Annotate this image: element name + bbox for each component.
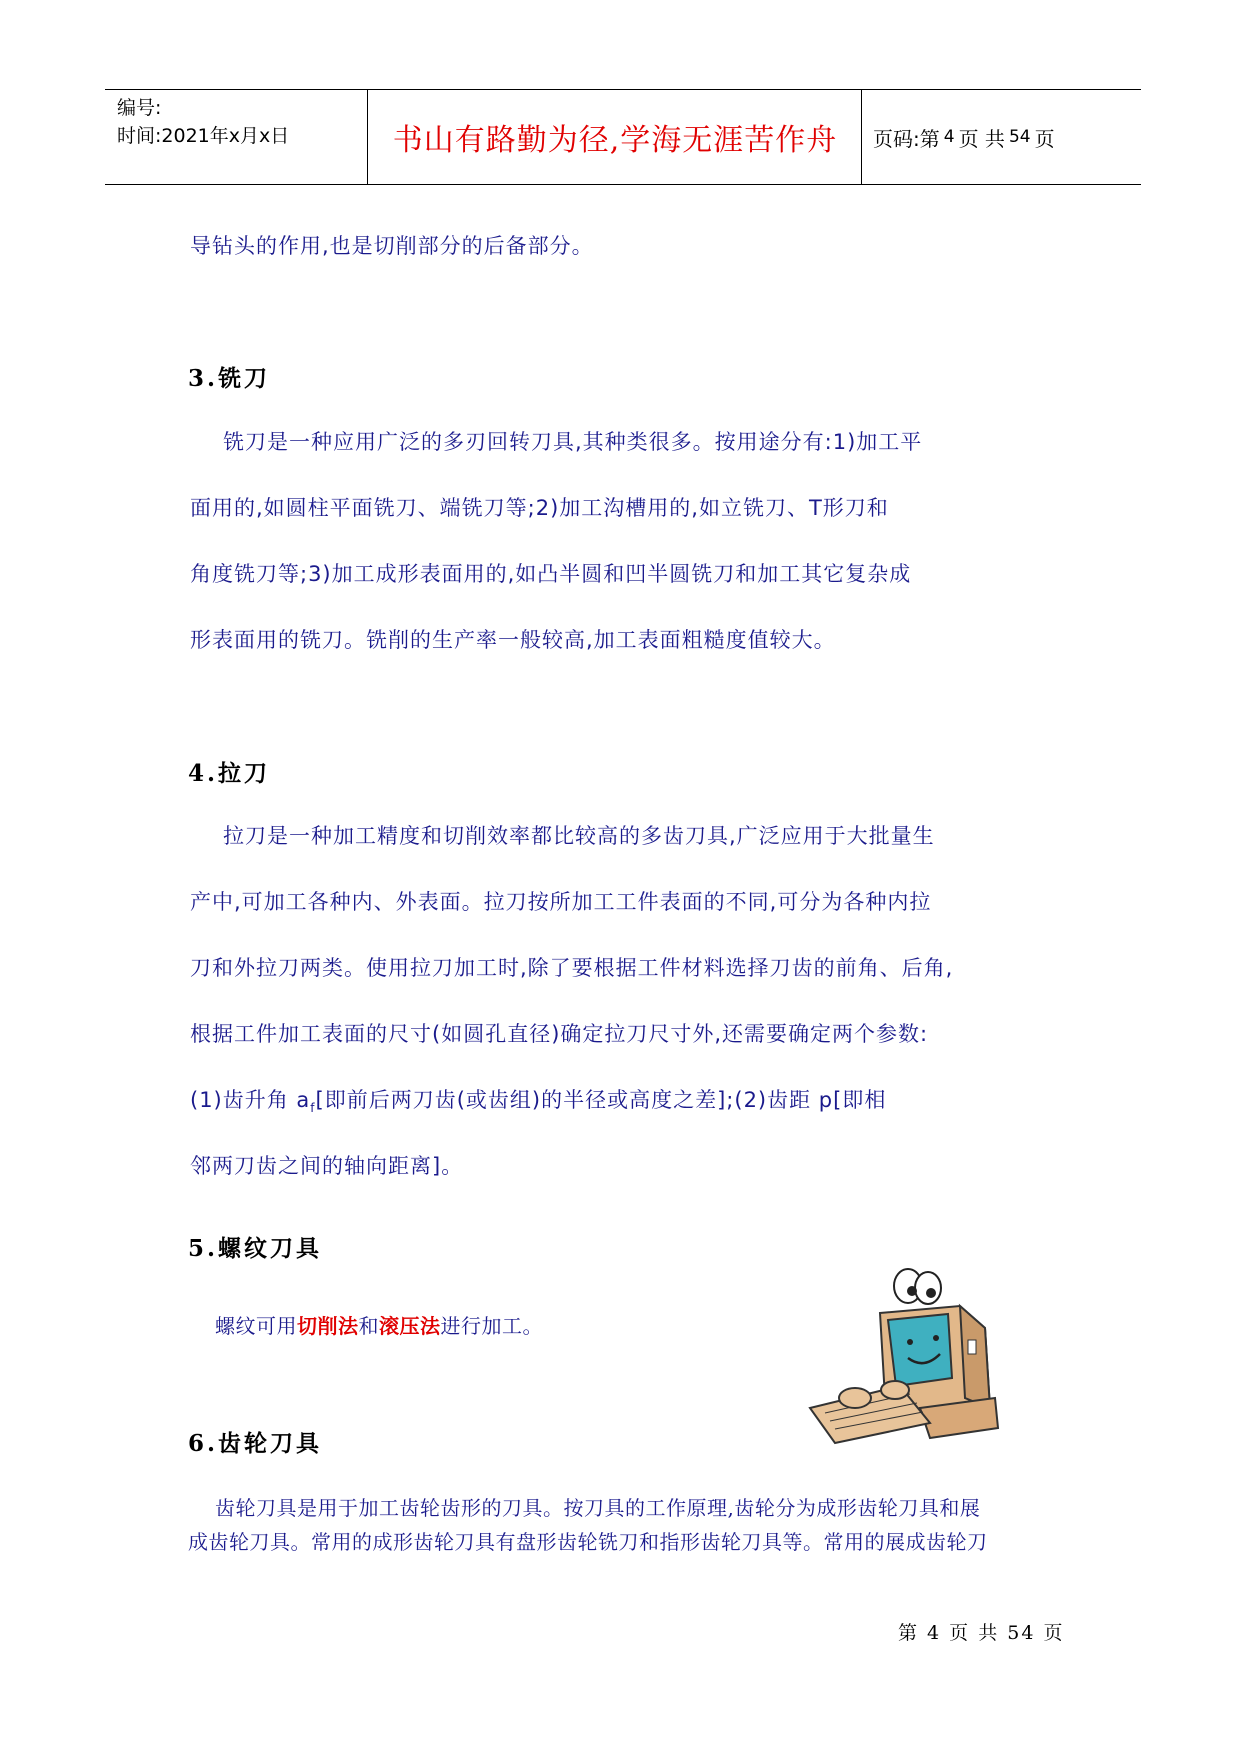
paragraph-line: 产中,可加工各种内、外表面。拉刀按所加工工件表面的不同,可分为各种内拉	[190, 890, 932, 914]
paragraph-line: 成齿轮刀具。常用的成形齿轮刀具有盘形齿轮铣刀和指形齿轮刀具等。常用的展成齿轮刀	[188, 1530, 988, 1554]
paragraph-text: (1)齿升角 a	[190, 1088, 311, 1112]
header-meta	[117, 94, 289, 150]
paragraph-line	[190, 1084, 886, 1115]
header-divider	[861, 90, 862, 184]
header-page-number: 4	[943, 127, 955, 147]
paragraph-line	[215, 1310, 543, 1339]
header-divider	[367, 90, 368, 184]
paragraph-line: 面用的,如圆柱平面铣刀、端铣刀等;2)加工沟槽用的,如立铣刀、T形刀和	[190, 496, 889, 520]
header-page-total: 54	[1008, 127, 1031, 147]
header-page-mid: 页 共	[958, 126, 1005, 151]
section-heading-gear-tool: 6.齿轮刀具	[188, 1430, 323, 1457]
paragraph-text: 螺纹可用	[215, 1314, 297, 1338]
paragraph-text: 进行加工。	[440, 1314, 543, 1338]
header-page-end: 页	[1034, 126, 1055, 151]
header-number-label: 编号:	[117, 97, 162, 119]
subscript: f	[310, 1101, 316, 1116]
section-heading-thread-tool: 5.螺纹刀具	[188, 1235, 323, 1262]
paragraph-line: 导钻头的作用,也是切削部分的后备部分。	[190, 234, 594, 258]
page-header	[105, 89, 1141, 185]
header-motto: 书山有路勤为径,学海无涯苦作舟	[392, 123, 838, 158]
paragraph-text: 和	[358, 1314, 379, 1338]
header-time-label: 时间:2021年x月x日	[117, 125, 290, 147]
paragraph-text: [即前后两刀齿(或齿组)的半径或高度之差];(2)齿距 p[即相	[315, 1088, 887, 1112]
highlight-rolling-method: 滚压法	[379, 1314, 441, 1338]
paragraph-line: 齿轮刀具是用于加工齿轮齿形的刀具。按刀具的工作原理,齿轮分为成形齿轮刀具和展	[215, 1496, 981, 1520]
paragraph-line: 邻两刀齿之间的轴向距离]。	[190, 1154, 464, 1178]
section-heading-milling-cutter: 3.铣刀	[188, 365, 271, 392]
computer-character-clipart	[800, 1258, 1000, 1448]
paragraph-line: 根据工件加工表面的尺寸(如圆孔直径)确定拉刀尺寸外,还需要确定两个参数:	[190, 1022, 929, 1046]
paragraph-line: 拉刀是一种加工精度和切削效率都比较高的多齿刀具,广泛应用于大批量生	[223, 824, 935, 848]
header-page-info	[873, 90, 1055, 184]
paragraph-line: 铣刀是一种应用广泛的多刃回转刀具,其种类很多。按用途分有:1)加工平	[223, 430, 923, 454]
paragraph-line: 形表面用的铣刀。铣削的生产率一般较高,加工表面粗糙度值较大。	[190, 628, 836, 652]
paragraph-line: 角度铣刀等;3)加工成形表面用的,如凸半圆和凹半圆铣刀和加工其它复杂成	[190, 562, 912, 586]
section-heading-broach: 4.拉刀	[188, 760, 271, 787]
header-page-label: 页码:第	[873, 126, 940, 151]
paragraph-line: 刀和外拉刀两类。使用拉刀加工时,除了要根据工件材料选择刀齿的前角、后角,	[190, 956, 954, 980]
page-footer: 第 4 页 共 54 页	[898, 1622, 1065, 1644]
highlight-cutting-method: 切削法	[297, 1314, 359, 1338]
